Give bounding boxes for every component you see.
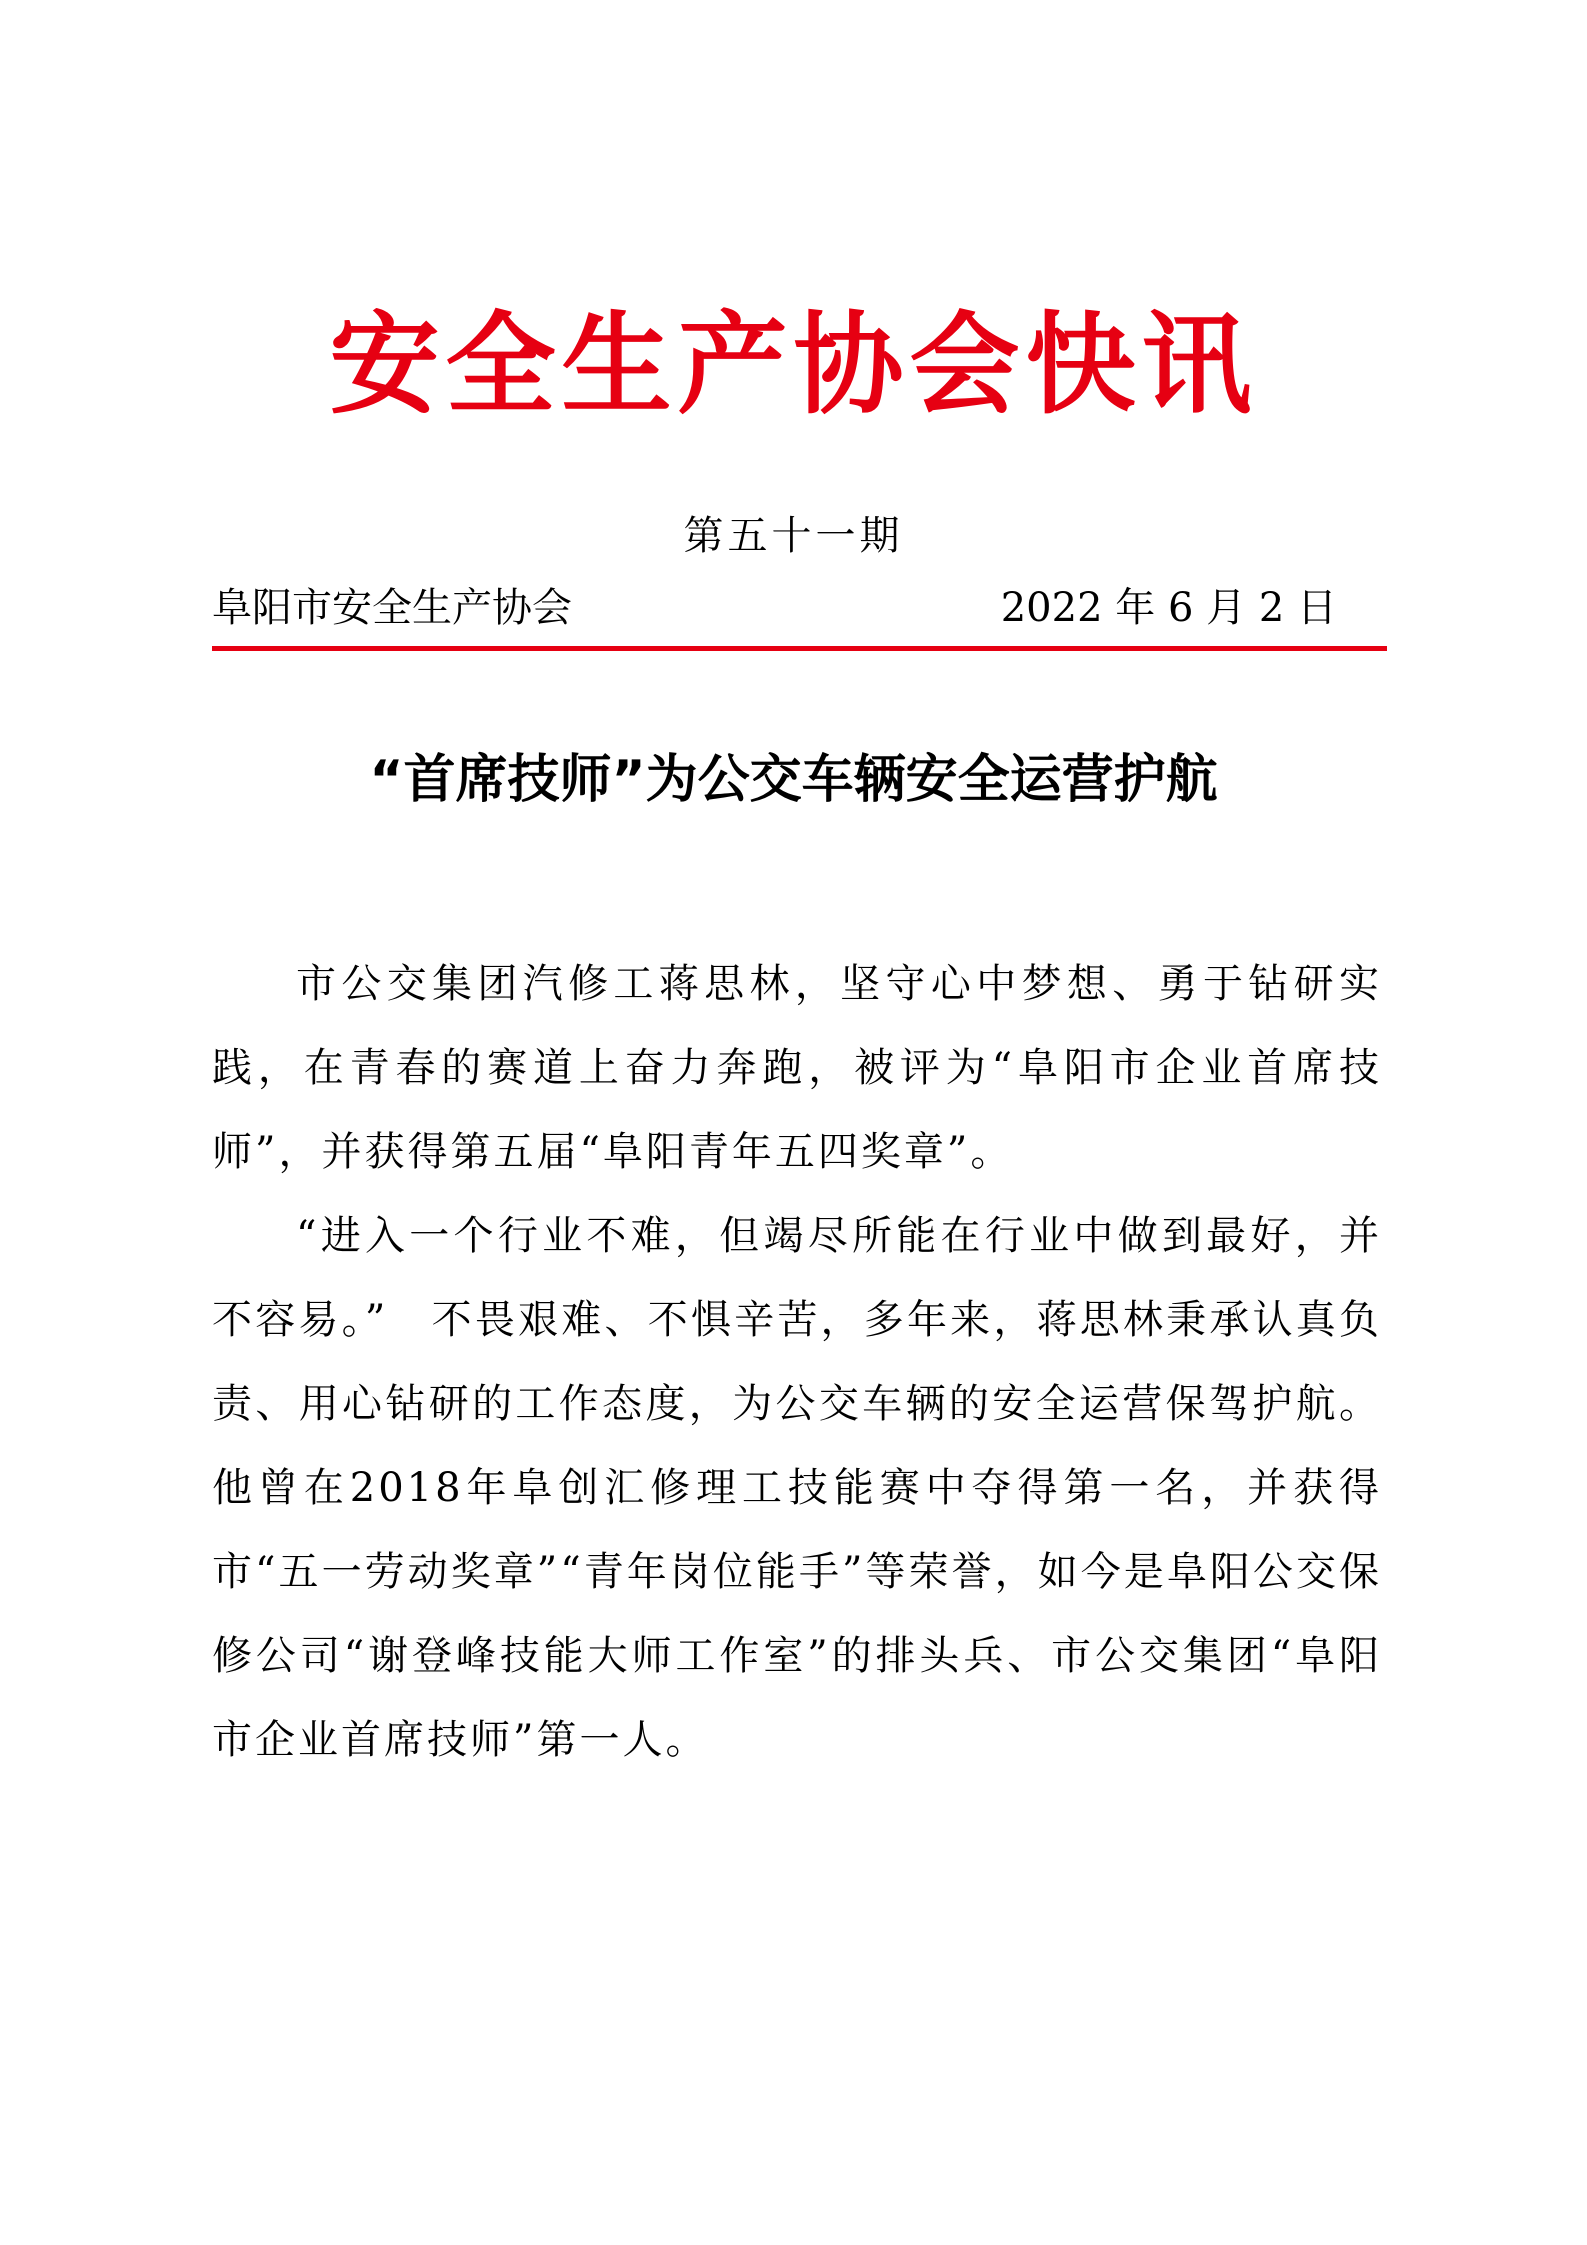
article-paragraph: 市公交集团汽修工蒋思林，坚守心中梦想、勇于钻研实践，在青春的赛道上奋力奔跑，被评为“阜阳市企业首席技师”，并获得第五届“阜阳青年五四奖章”。 [212, 961, 1382, 1175]
publication-meta [212, 578, 1347, 638]
publish-date: 2022 年 6 月 2 日 [1000, 585, 1337, 631]
newsletter-title: 安全生产协会快讯 [329, 301, 1258, 429]
publisher-name: 阜阳市安全生产协会 [212, 585, 572, 631]
article-body [212, 942, 1382, 1782]
article-paragraph: “进入一个行业不难，但竭尽所能在行业中做到最好，并不容易。” 不畏艰难、不惧辛苦，多年来，蒋思林秉承认真负责、用心钻研的工作态度，为公交车辆的安全运营保驾护航。他曾在2018年阜创汇修理工技能赛中夺得第一名，并获得市“五一劳动奖章”“青年岗位能手”等荣誉，如今是阜阳公交保修公司“谢登峰技能大师工作室”的排头兵、市公交集团“阜阳市企业首席技师”第一人。 [212, 1213, 1382, 1763]
article-headline: “首席技师”为公交车辆安全运营护航 [369, 750, 1218, 810]
red-divider [212, 646, 1387, 651]
issue-number: 第五十一期 [683, 513, 904, 559]
